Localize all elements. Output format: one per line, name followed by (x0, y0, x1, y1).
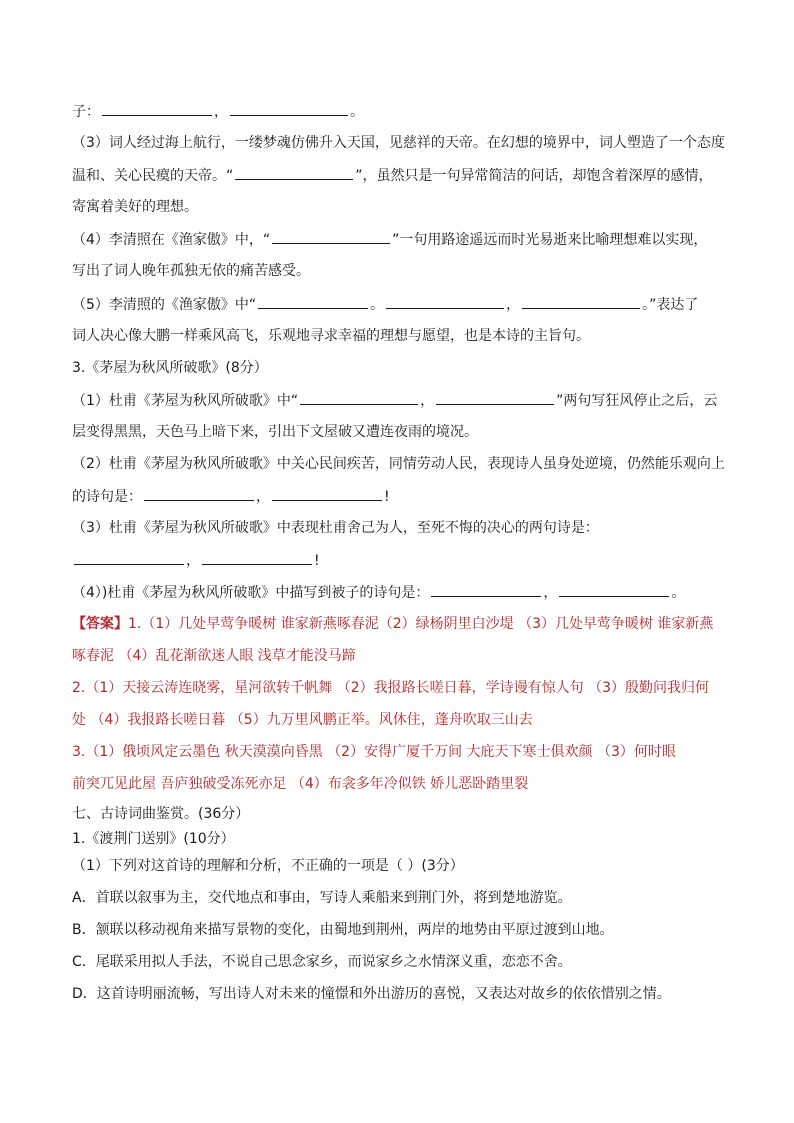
answer-line: 3.（1）俄顷风定云墨色 秋天漠漠向昏黑 （2）安得广厦千万间 大庇天下寒士俱欢颜 （3）何时眼 (72, 744, 676, 760)
text-segment: ! (384, 489, 390, 505)
text-segment: ， (543, 585, 558, 601)
text-segment: 子： (72, 104, 100, 120)
text-segment: 。”表达了 (642, 297, 699, 313)
text-line (72, 550, 320, 571)
text-segment: ， (420, 393, 435, 409)
text-segment: （5）李清照的《渔家傲》中“ (72, 297, 257, 313)
text-segment: ， (186, 553, 200, 569)
answer-blank[interactable] (202, 550, 312, 565)
text-line (72, 101, 364, 122)
option-b: B．颔联以移动视角来描写景物的变化，由蜀地到荆州，两岸的地势由平原过渡到山地。 (72, 922, 614, 938)
text-line (72, 582, 685, 603)
answer-line: 啄春泥 （4）乱花渐欲迷人眼 浅草才能没马蹄 (72, 648, 356, 664)
text-line: （3）杜甫《茅屋为秋风所破歌》中表现杜甫舍己为人，至死不悔的决心的两句诗是： (72, 520, 599, 536)
answer-blank[interactable] (102, 101, 212, 116)
option-a: A．首联以叙事为主，交代地点和事由，写诗人乘船来到荆门外，将到楚地游览。 (72, 890, 572, 906)
answer-blank[interactable] (272, 229, 390, 244)
text-line (72, 165, 713, 186)
answer-line: 处 （4）我报路长嗟日暮 （5）九万里风鹏正举。风休住，蓬舟吹取三山去 (72, 712, 533, 728)
text-segment: （1）杜甫《茅屋为秋风所破歌》中“ (72, 393, 299, 409)
text-segment: ”两句写狂风停止之后，云 (556, 393, 718, 409)
text-segment: 。 (671, 585, 686, 601)
question-heading: 1.《渡荆门送别》(10分） (72, 831, 235, 847)
text-segment: 温和、关心民瘼的天帝。“ (72, 168, 234, 184)
answer-blank[interactable] (559, 582, 669, 597)
answer-blank[interactable] (74, 550, 184, 565)
text-line: 层变得黑黑，天色马上暗下来，引出下文屋破又遭连夜雨的境况。 (72, 424, 478, 440)
text-segment: ”一句用路途遥远而时光易逝来比喻理想难以实现， (392, 232, 708, 248)
question-text: （1）下列对这首诗的理解和分析，不正确的一项是（ ）(3分） (72, 858, 464, 874)
answer-tag: 【答案】 (72, 616, 128, 632)
text-segment: （4）)杜甫《茅屋为秋风所破歌》中描写到被子的诗句是： (72, 585, 430, 601)
answer-blank[interactable] (235, 165, 353, 180)
answer-line: 前突兀见此屋 吾庐独破受冻死亦足 （4）布衾多年冷似铁 娇儿恶卧踏里裂 (72, 776, 529, 792)
text-line (72, 294, 698, 315)
option-c: C．尾联采用拟人手法，不说自己思念家乡，而说家乡之水情深义重，恋恋不舍。 (72, 954, 572, 970)
text-line: （2）杜甫《茅屋为秋风所破歌》中关心民间疾苦，同情劳动人民，表现诗人虽身处逆境，仍然能乐观向上 (72, 456, 725, 472)
text-segment: ， (214, 104, 228, 120)
text-segment: ， (256, 489, 270, 505)
answer-blank[interactable] (431, 582, 541, 597)
text-segment: 。 (350, 104, 364, 120)
text-segment: ”，虽然只是一句异常简洁的问话，却饱含着深厚的感情， (355, 168, 713, 184)
text-segment: （4）李清照在《渔家傲》中，“ (72, 232, 271, 248)
section-heading: 七、古诗词曲鉴赏。(36分） (72, 806, 250, 822)
text-line: （3）词人经过海上航行，一缕梦魂仿佛升入天国，见慈祥的天帝。在幻想的境界中，词人塑造了一个态度 (72, 135, 725, 151)
text-line (72, 486, 390, 507)
text-line: 寄寓着美好的理想。 (72, 199, 198, 215)
answer-blank[interactable] (144, 486, 254, 501)
text-segment: 。 (370, 297, 385, 313)
text-segment: ! (314, 553, 320, 569)
text-line: 词人决心像大鹏一样乘风高飞，乐观地寻求幸福的理想与愿望，也是本诗的主旨句。 (72, 328, 590, 344)
text-line (72, 390, 717, 411)
text-segment: 的诗句是： (72, 489, 142, 505)
answer-blank[interactable] (386, 294, 504, 309)
text-line (72, 229, 707, 250)
text-line: 写出了词人晚年孤独无依的痛苦感受。 (72, 263, 310, 279)
answer-blank[interactable] (522, 294, 640, 309)
answer-line: 2.（1）天接云涛连晓雾，星河欲转千帆舞 （2）我报路长嗟日暮，学诗谩有惊人句 （3）殷勤问我归何 (72, 680, 709, 696)
answer-blank[interactable] (272, 486, 382, 501)
section-heading: 3.《茅屋为秋风所破歌》(8分） (72, 360, 268, 376)
text-segment: ， (506, 297, 521, 313)
answer-blank[interactable] (436, 390, 554, 405)
answer-text: 1.（1）几处早莺争暖树 谁家新燕啄春泥（2）绿杨阴里白沙堤 （3）几处早莺争暖树 谁家新燕 (128, 616, 714, 632)
answer-line (72, 614, 713, 634)
answer-blank[interactable] (300, 390, 418, 405)
answer-blank[interactable] (258, 294, 368, 309)
answer-blank[interactable] (230, 101, 348, 116)
option-d: D．这首诗明丽流畅，写出诗人对未来的憧憬和外出游历的喜悦，又表达对故乡的依依惜别之情。 (72, 986, 671, 1002)
